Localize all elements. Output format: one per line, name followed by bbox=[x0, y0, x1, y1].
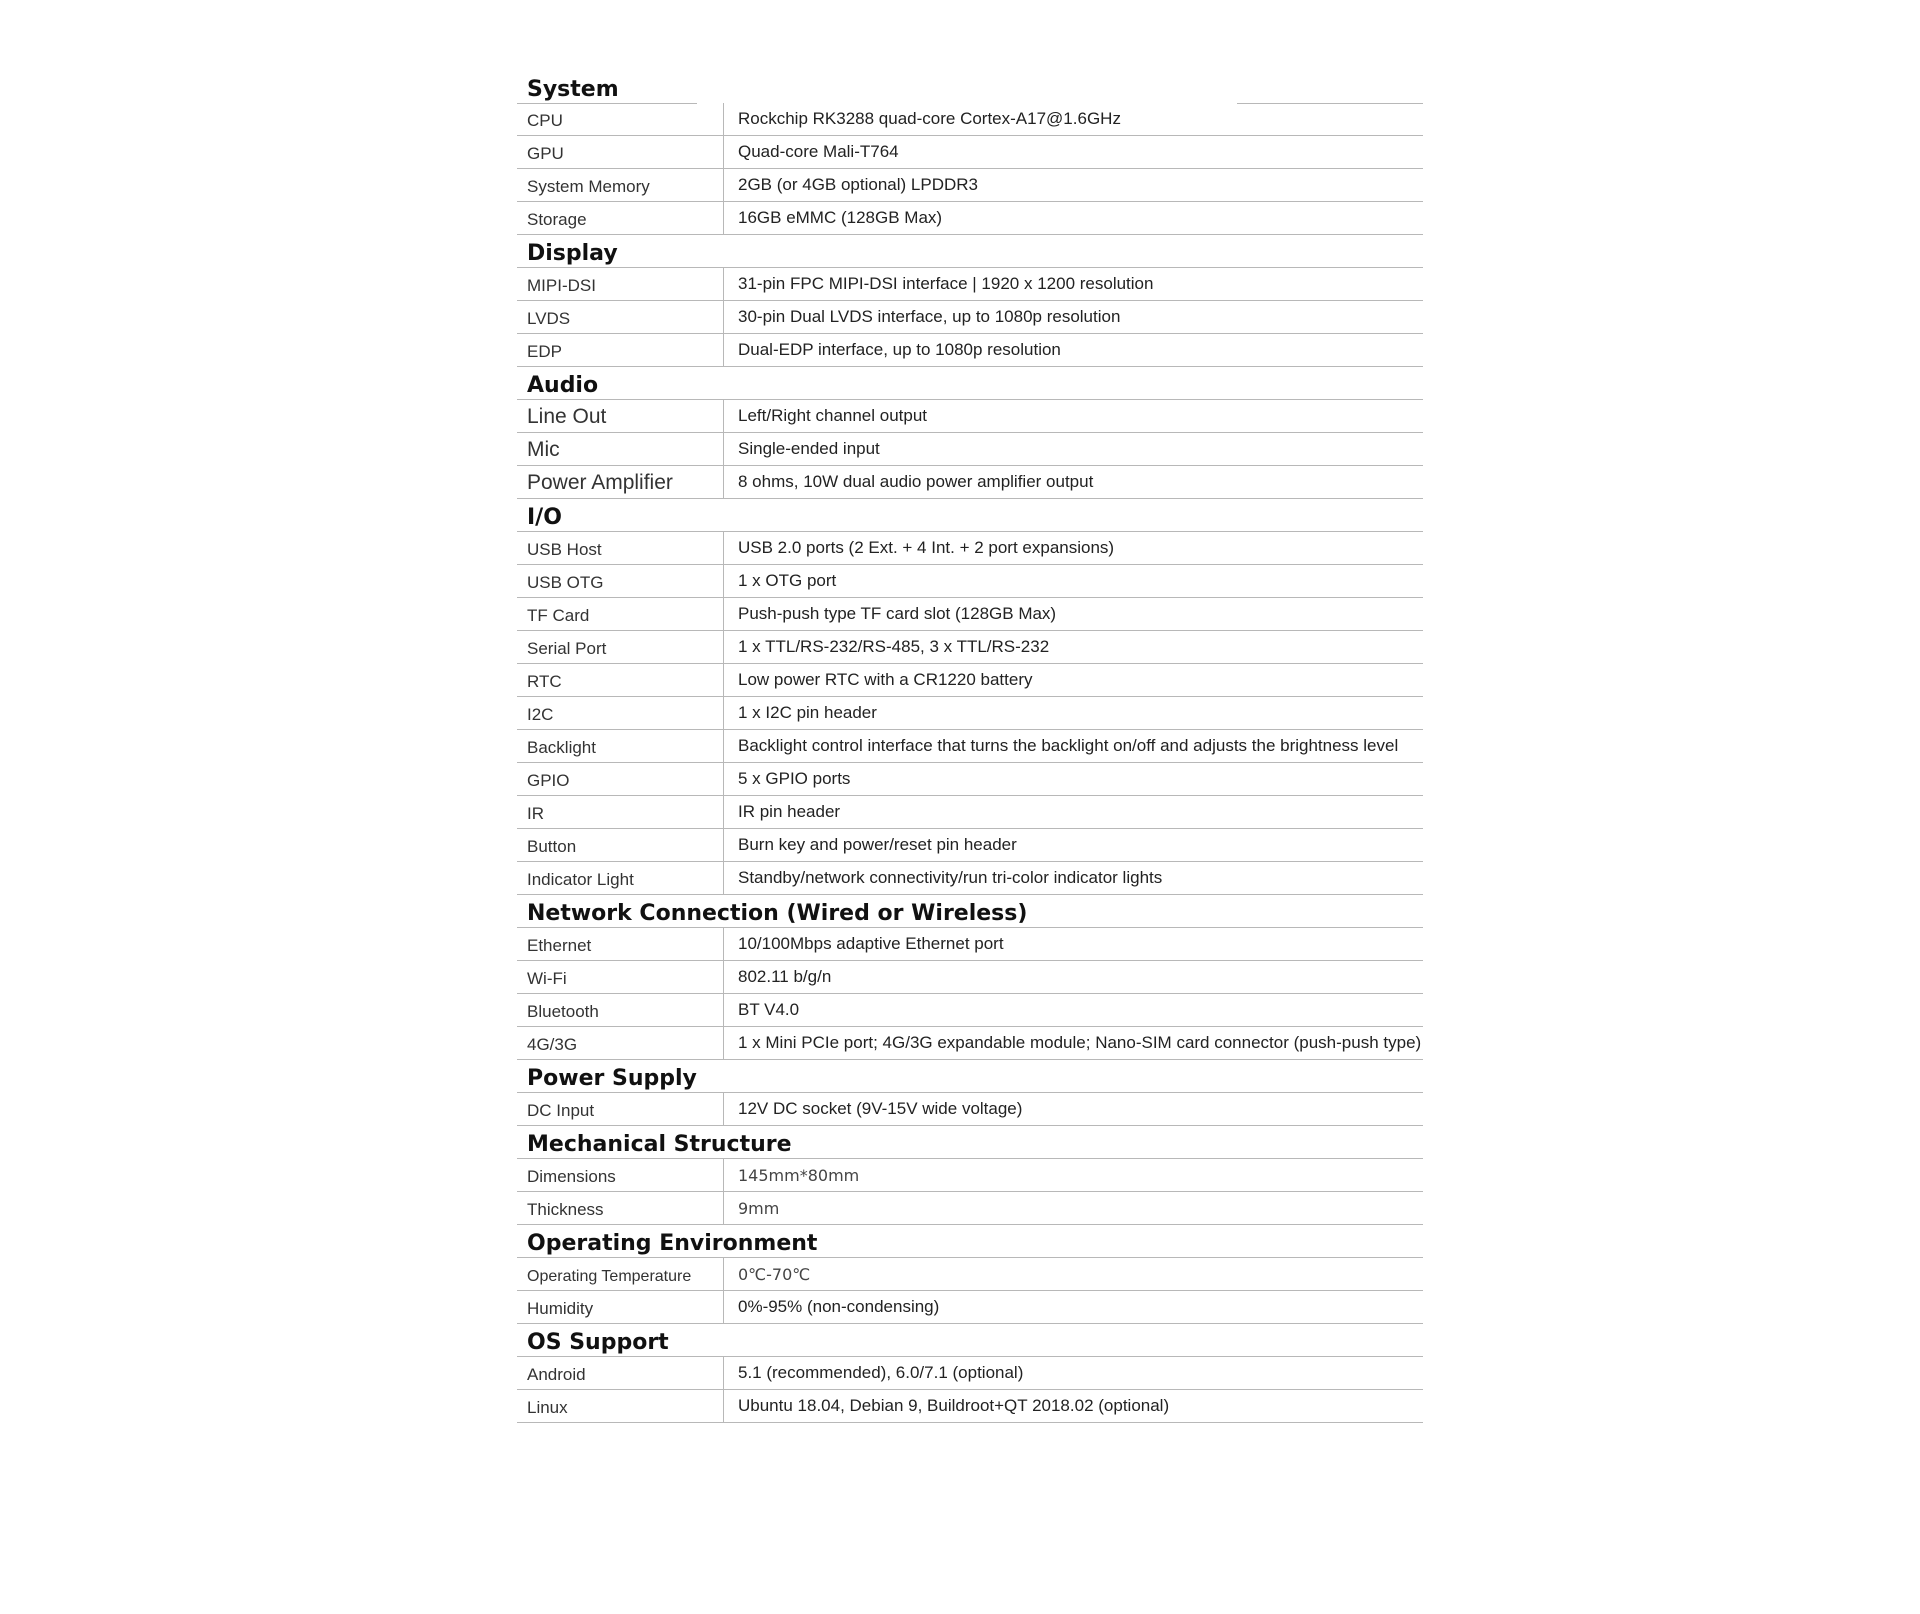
spec-row bbox=[517, 268, 1423, 301]
spec-label: USB OTG bbox=[527, 573, 604, 592]
spec-row bbox=[517, 1192, 1423, 1225]
spec-row bbox=[517, 169, 1423, 202]
spec-value: 12V DC socket (9V-15V wide voltage) bbox=[738, 1099, 1023, 1118]
column-divider bbox=[723, 466, 724, 498]
spec-row bbox=[517, 1357, 1423, 1390]
column-divider bbox=[723, 994, 724, 1026]
column-divider bbox=[723, 565, 724, 597]
column-divider bbox=[723, 961, 724, 993]
spec-row bbox=[517, 1390, 1423, 1423]
column-divider bbox=[723, 1192, 724, 1224]
section-title: Mechanical Structure bbox=[527, 1132, 792, 1157]
spec-row bbox=[517, 1093, 1423, 1126]
column-divider bbox=[723, 1159, 724, 1191]
spec-label: GPIO bbox=[527, 771, 570, 790]
spec-label: I2C bbox=[527, 705, 554, 724]
column-divider bbox=[723, 1291, 724, 1323]
spec-value: 5 x GPIO ports bbox=[738, 769, 851, 788]
spec-label: MIPI-DSI bbox=[527, 276, 596, 295]
section-header bbox=[517, 1225, 1423, 1258]
spec-label: System Memory bbox=[527, 177, 650, 196]
column-divider bbox=[723, 532, 724, 564]
spec-row bbox=[517, 466, 1423, 499]
section-title: Audio bbox=[527, 373, 599, 398]
section-title: OS Support bbox=[527, 1330, 669, 1355]
spec-value: 10/100Mbps adaptive Ethernet port bbox=[738, 934, 1004, 953]
spec-label: Line Out bbox=[527, 405, 607, 428]
spec-row bbox=[517, 1159, 1423, 1192]
section-title: System bbox=[527, 77, 619, 102]
spec-value: Left/Right channel output bbox=[738, 406, 928, 425]
column-divider bbox=[723, 631, 724, 663]
spec-value: Dual-EDP interface, up to 1080p resolution bbox=[738, 340, 1061, 359]
spec-label: Ethernet bbox=[527, 936, 592, 955]
spec-label: IR bbox=[527, 804, 544, 823]
spec-row bbox=[517, 862, 1423, 895]
column-divider bbox=[723, 763, 724, 795]
column-divider bbox=[723, 103, 724, 135]
spec-row bbox=[517, 565, 1423, 598]
section-title: I/O bbox=[527, 505, 562, 530]
spec-label: LVDS bbox=[527, 309, 571, 328]
spec-value: Low power RTC with a CR1220 battery bbox=[738, 670, 1033, 689]
column-divider bbox=[723, 433, 724, 465]
spec-label: Power Amplifier bbox=[527, 471, 673, 494]
spec-label: 4G/3G bbox=[527, 1035, 578, 1054]
column-divider bbox=[723, 1027, 724, 1059]
spec-value: 2GB (or 4GB optional) LPDDR3 bbox=[738, 175, 978, 194]
spec-label: Indicator Light bbox=[527, 870, 634, 889]
spec-value: Standby/network connectivity/run tri-color indicator lights bbox=[738, 868, 1163, 887]
column-divider bbox=[723, 730, 724, 762]
column-divider bbox=[723, 268, 724, 300]
spec-value: Quad-core Mali-T764 bbox=[738, 142, 899, 161]
spec-label: Bluetooth bbox=[527, 1002, 599, 1021]
spec-row bbox=[517, 631, 1423, 664]
section-header bbox=[517, 70, 1423, 103]
column-divider bbox=[723, 664, 724, 696]
spec-label: RTC bbox=[527, 672, 562, 691]
column-divider bbox=[723, 928, 724, 960]
spec-value: 16GB eMMC (128GB Max) bbox=[738, 208, 943, 227]
column-divider bbox=[723, 334, 724, 366]
spec-table bbox=[517, 70, 1423, 1423]
column-divider bbox=[723, 796, 724, 828]
spec-label: Dimensions bbox=[527, 1167, 616, 1186]
spec-label: GPU bbox=[527, 144, 564, 163]
column-divider bbox=[723, 1390, 724, 1422]
spec-value: Single-ended input bbox=[738, 439, 880, 458]
spec-row bbox=[517, 829, 1423, 862]
column-divider bbox=[723, 400, 724, 432]
spec-label: Humidity bbox=[527, 1299, 594, 1318]
spec-row bbox=[517, 202, 1423, 235]
column-divider bbox=[723, 1093, 724, 1125]
spec-row bbox=[517, 136, 1423, 169]
spec-row bbox=[517, 532, 1423, 565]
spec-row bbox=[517, 400, 1423, 433]
spec-value: Push-push type TF card slot (128GB Max) bbox=[738, 604, 1057, 623]
spec-value: 31-pin FPC MIPI-DSI interface | 1920 x 1200 resolution bbox=[738, 274, 1154, 293]
section-header bbox=[517, 1060, 1423, 1093]
column-divider bbox=[723, 301, 724, 333]
spec-row bbox=[517, 1027, 1423, 1060]
spec-label: Linux bbox=[527, 1398, 568, 1417]
spec-value: 1 x I2C pin header bbox=[738, 703, 877, 722]
section-header bbox=[517, 895, 1423, 928]
spec-label: EDP bbox=[527, 342, 562, 361]
spec-row bbox=[517, 598, 1423, 631]
spec-label: Wi-Fi bbox=[527, 969, 567, 988]
spec-value: 0℃-70℃ bbox=[738, 1265, 811, 1284]
spec-label: TF Card bbox=[527, 606, 590, 625]
spec-row bbox=[517, 763, 1423, 796]
spec-row bbox=[517, 103, 1423, 136]
spec-value: Rockchip RK3288 quad-core Cortex-A17@1.6GHz bbox=[738, 109, 1121, 128]
spec-value: IR pin header bbox=[738, 802, 841, 821]
spec-value: 5.1 (recommended), 6.0/7.1 (optional) bbox=[738, 1363, 1024, 1382]
spec-value: 9mm bbox=[738, 1199, 780, 1218]
column-divider bbox=[723, 202, 724, 234]
spec-row bbox=[517, 994, 1423, 1027]
spec-row bbox=[517, 1258, 1423, 1291]
spec-value: 8 ohms, 10W dual audio power amplifier output bbox=[738, 472, 1094, 491]
spec-row bbox=[517, 928, 1423, 961]
section-title: Display bbox=[527, 241, 618, 266]
column-divider bbox=[723, 136, 724, 168]
spec-label: Backlight bbox=[527, 738, 596, 757]
spec-row bbox=[517, 796, 1423, 829]
spec-value: Backlight control interface that turns the backlight on/off and adjusts the brightness level bbox=[738, 736, 1399, 755]
spec-value: Ubuntu 18.04, Debian 9, Buildroot+QT 2018.02 (optional) bbox=[738, 1396, 1170, 1415]
section-header bbox=[517, 1126, 1423, 1159]
section-header bbox=[517, 367, 1423, 400]
column-divider bbox=[723, 697, 724, 729]
spec-value: BT V4.0 bbox=[738, 1000, 800, 1019]
column-divider bbox=[723, 1258, 724, 1290]
spec-value: 145mm*80mm bbox=[738, 1166, 860, 1185]
spec-row bbox=[517, 664, 1423, 697]
column-divider bbox=[723, 829, 724, 861]
spec-row bbox=[517, 433, 1423, 466]
spec-label: Thickness bbox=[527, 1200, 604, 1219]
spec-label: Android bbox=[527, 1365, 586, 1384]
column-divider bbox=[723, 598, 724, 630]
spec-value: 1 x TTL/RS-232/RS-485, 3 x TTL/RS-232 bbox=[738, 637, 1050, 656]
spec-value: 0%-95% (non-condensing) bbox=[738, 1297, 940, 1316]
spec-value: 802.11 b/g/n bbox=[738, 967, 832, 986]
spec-row bbox=[517, 334, 1423, 367]
column-divider bbox=[723, 169, 724, 201]
column-divider bbox=[723, 1357, 724, 1389]
spec-label: Mic bbox=[527, 438, 560, 461]
spec-label: DC Input bbox=[527, 1101, 595, 1120]
spec-row bbox=[517, 301, 1423, 334]
spec-row bbox=[517, 961, 1423, 994]
spec-value: 1 x OTG port bbox=[738, 571, 837, 590]
section-header bbox=[517, 235, 1423, 268]
section-title: Network Connection (Wired or Wireless) bbox=[527, 901, 1028, 926]
section-header bbox=[517, 1324, 1423, 1357]
spec-label: Button bbox=[527, 837, 577, 856]
spec-label: Storage bbox=[527, 210, 587, 229]
spec-value: Burn key and power/reset pin header bbox=[738, 835, 1017, 854]
section-header bbox=[517, 499, 1423, 532]
spec-value: USB 2.0 ports (2 Ext. + 4 Int. + 2 port expansions) bbox=[738, 538, 1115, 557]
spec-value: 1 x Mini PCIe port; 4G/3G expandable module; Nano-SIM card connector (push-push type) bbox=[738, 1033, 1422, 1052]
spec-label: CPU bbox=[527, 111, 563, 130]
spec-value: 30-pin Dual LVDS interface, up to 1080p resolution bbox=[738, 307, 1121, 326]
spec-label: USB Host bbox=[527, 540, 602, 559]
spec-row bbox=[517, 730, 1423, 763]
section-title: Power Supply bbox=[527, 1066, 697, 1091]
spec-row bbox=[517, 1291, 1423, 1324]
spec-label: Operating Temperature bbox=[527, 1268, 692, 1285]
section-title: Operating Environment bbox=[527, 1231, 818, 1256]
column-divider bbox=[723, 862, 724, 894]
spec-row bbox=[517, 697, 1423, 730]
spec-label: Serial Port bbox=[527, 639, 607, 658]
